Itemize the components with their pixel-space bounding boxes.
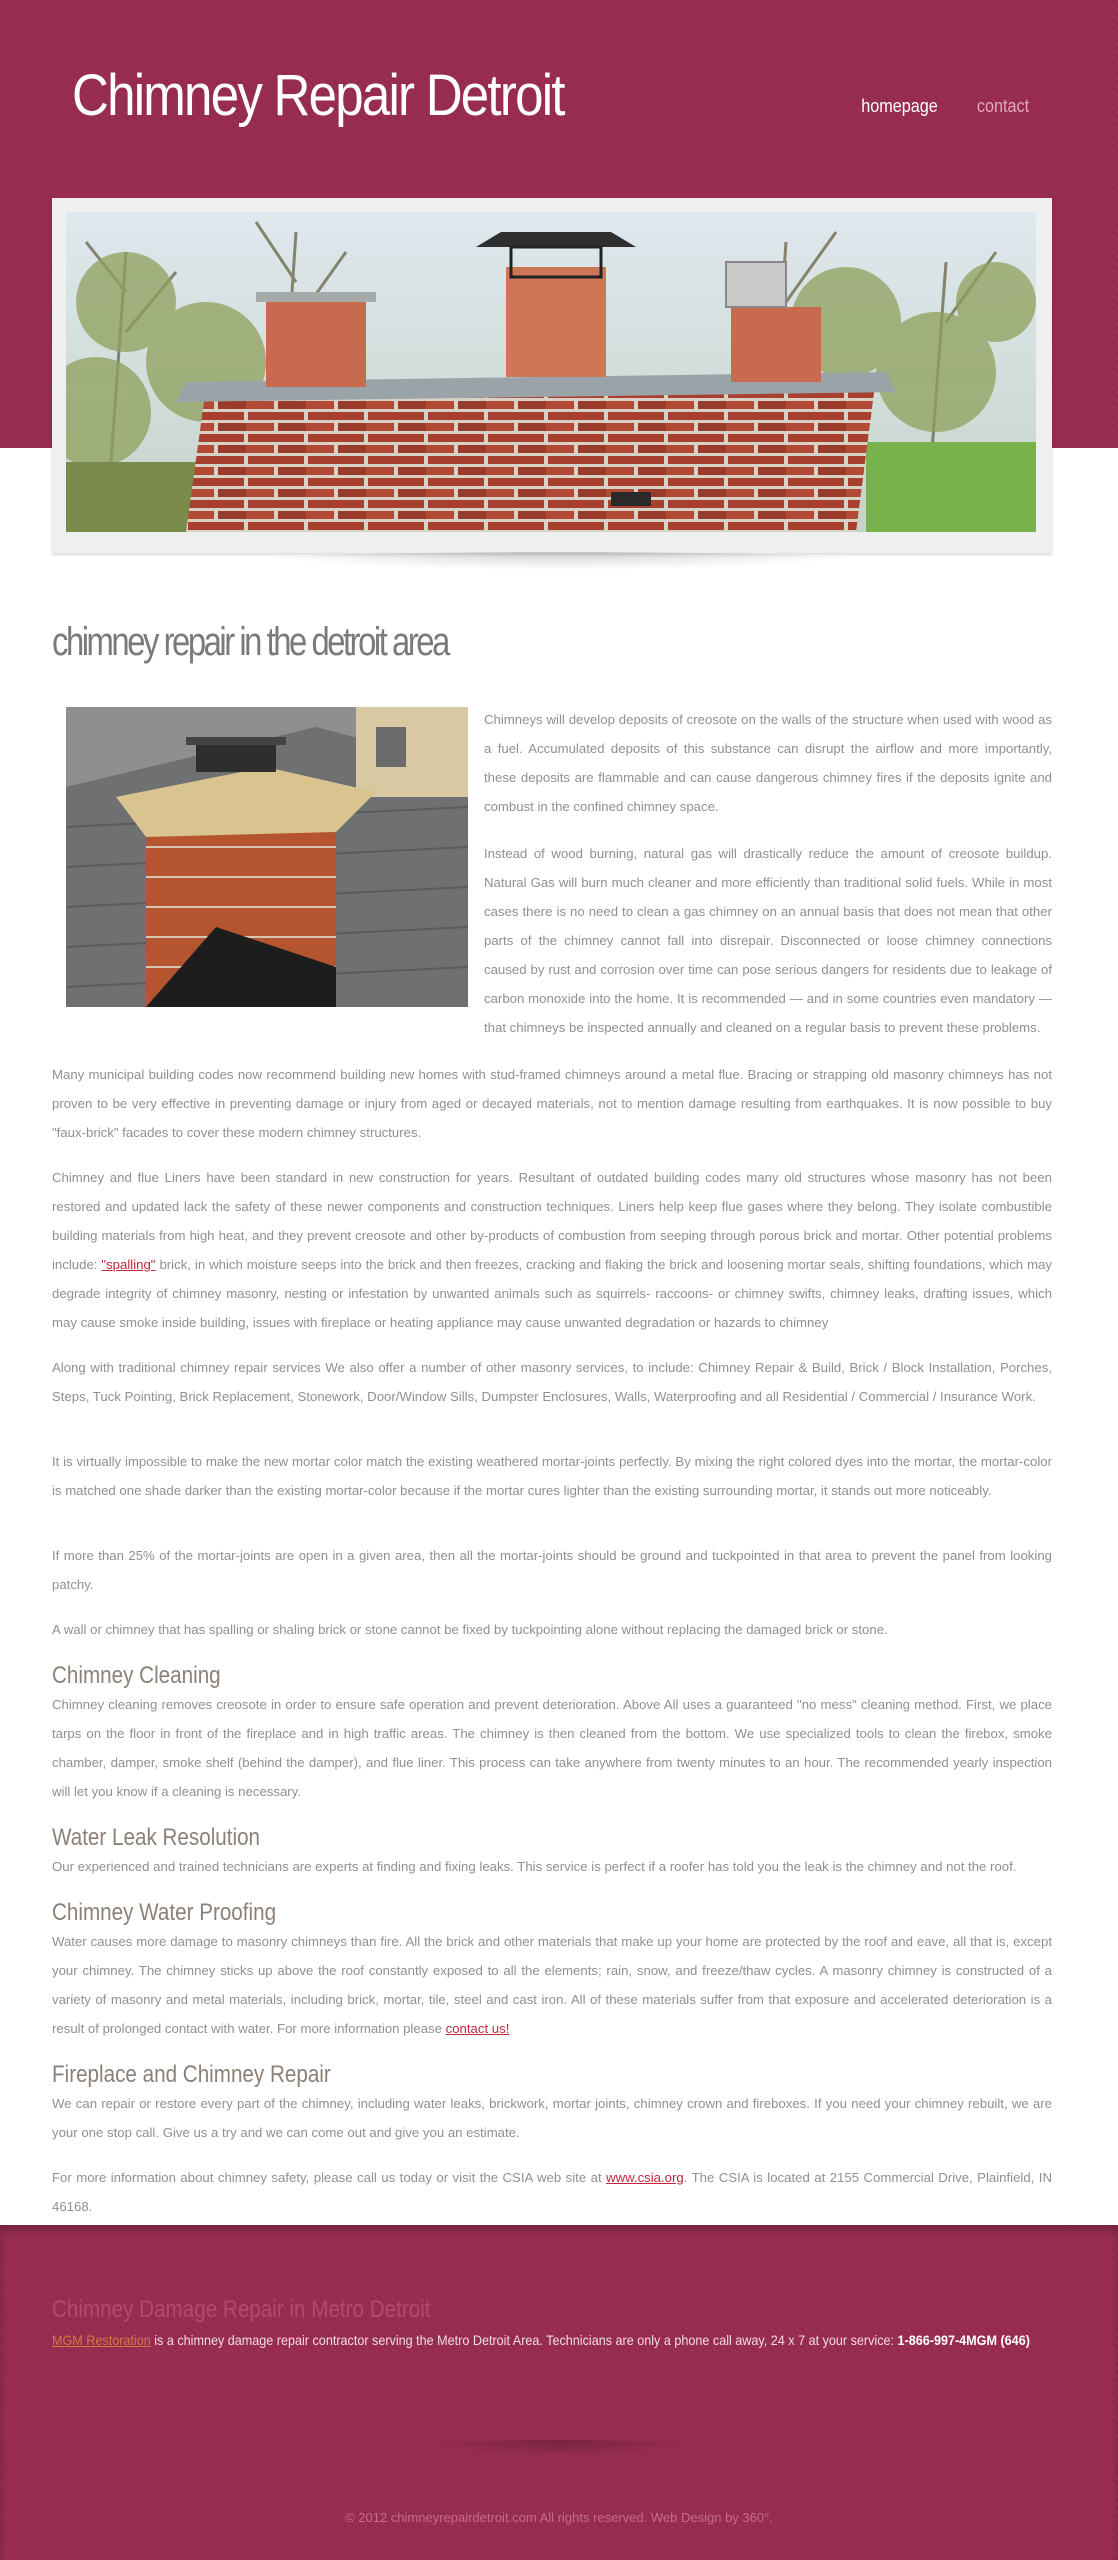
contact-us-link[interactable]: contact us! bbox=[445, 2021, 510, 2036]
section-text-fireplace: We can repair or restore every part of the chimney, including water leaks, brickwork, mortar joints, chimney crown and fireboxes. If you need your chimney rebuilt, we are your one stop call. Give us a try and we can come out and give you an estimate. bbox=[52, 2096, 1052, 2140]
intro-paragraph-creosote: Chimneys will develop deposits of creosote on the walls of the structure when used with wood as a fuel. Accumulated deposits of this substance can disrupt the airflow and more importantly, these deposits are flammable and can cause dangerous chimney fires if the deposits ignite and combust in the confined chimney space. bbox=[484, 712, 1052, 814]
paragraph-csia bbox=[52, 2163, 1052, 2221]
paragraph-mortar-color: It is virtually impossible to make the new mortar color match the existing weathered mortar-joints perfectly. By mixing the right colored dyes into the mortar, the mortar-color is matched one shade darker than the existing mortar-color because if the mortar cures lighter than the existing surrounding mortar, it stands out more noticeably. bbox=[52, 1454, 1052, 1498]
paragraph-liners bbox=[52, 1163, 1052, 1337]
intro-paragraph-gas: Instead of wood burning, natural gas will drastically reduce the amount of creosote buildup. Natural Gas will burn much cleaner and more efficiently than traditional solid fuels. While in most cases there is no need to clean a gas chimney on an annual basis that does not mean that other parts of the chimney cannot fall into disrepair. Disconnected or loose chimney connections caused by rust and corrosion over time can pose serious dangers for residents due to leakage of carbon monoxide into the home. It is recommended — and in some countries even mandatory — that chimneys be inspected annually and cleaned on a regular basis to prevent these problems. bbox=[484, 846, 1052, 1035]
liners-text-start: Chimney and flue Liners have been standard in new construction for years. Resultant of outdated building codes many old structures whose masonry has not been restored and updated lack the safety of these newer components and construction techniques. Liners help keep flue gases where they belong. They isolate combustible building materials from high heat, and they prevent creosote and other by-products of combustion from seeping through porous brick and mortar. Other potential problems include: bbox=[52, 1170, 1052, 1272]
paragraph-spalling: A wall or chimney that has spalling or shaling brick or stone cannot be fixed by tuckpointing alone without replacing the damaged brick or stone. bbox=[52, 1622, 888, 1637]
company-link[interactable]: MGM Restoration bbox=[52, 2332, 151, 2348]
nav-homepage[interactable]: homepage bbox=[861, 96, 938, 116]
hero-banner bbox=[52, 198, 1052, 553]
csia-text-end: . The CSIA is located at 2155 Commercial Drive, Plainfield, IN 46168. bbox=[52, 2170, 1052, 2214]
section-title-leak: Water Leak Resolution bbox=[52, 1824, 261, 1851]
footer-shadow bbox=[420, 2440, 700, 2456]
footer-text: is a chimney damage repair contractor serving the Metro Detroit Area. Technicians are only a phone call away, 24 x 7 at your service: bbox=[150, 2332, 898, 2348]
main-nav bbox=[857, 96, 1032, 117]
nav-contact[interactable]: contact bbox=[976, 96, 1030, 116]
site-title[interactable]: Chimney Repair Detroit bbox=[72, 63, 564, 128]
footer-description bbox=[52, 2332, 1030, 2348]
phone-number: 1-866-997-4MGM (646) bbox=[897, 2332, 1030, 2348]
section-text-cleaning: Chimney cleaning removes creosote in order to ensure safe operation and prevent deterioration. Above All uses a guaranteed "no mess" cleaning method. First, we place tarps on the floor in front of the fireplace and in high traffic areas. The chimney is then cleaned from the bottom. We use specialized tools to clean the firebox, smoke chamber, damper, smoke shelf (behind the damper), and flue liner. This process can take anywhere from twenty minutes to an hour. The recommended yearly inspection will let you know if a cleaning is necessary. bbox=[52, 1697, 1052, 1799]
waterproofing-text: Water causes more damage to masonry chimneys than fire. All the brick and other materials that make up your home are protected by the roof and eave, all that is, except your chimney. The chimney sticks up above the roof constantly exposed to all the elements; rain, snow, and freeze/thaw cycles. A masonry chimney is constructed of a variety of masonry and metal materials, including brick, mortar, tile, steel and cast iron. All of these materials suffer from that exposure and accelerated deterioration is a result of prolonged contact with water. For more information please bbox=[52, 1934, 1052, 2036]
spacer bbox=[52, 1521, 1052, 1541]
main-content bbox=[52, 620, 1052, 2237]
section-title-cleaning: Chimney Cleaning bbox=[52, 1662, 221, 1689]
section-title-waterproofing: Chimney Water Proofing bbox=[52, 1899, 277, 1926]
copyright: © 2012 chimneyrepairdetroit.com All rights reserved. Web Design by 360°. bbox=[345, 2510, 773, 2525]
footer-title: Chimney Damage Repair in Metro Detroit bbox=[52, 2296, 431, 2323]
section-title-fireplace: Fireplace and Chimney Repair bbox=[52, 2061, 331, 2088]
hero-shadow bbox=[250, 552, 870, 570]
liners-text-end: brick, in which moisture seeps into the brick and then freezes, cracking and flaking the brick and loosening mortar seals, shifting foundations, which may degrade integrity of chimney masonry, nesting or infestation by unwanted animals such as squirrels- raccoons- or chimney swifts, chimney leaks, drafting issues, which may cause smoke inside building, issues with fireplace or heating appliance may cause unwanted degradation or hazards to chimney bbox=[52, 1257, 1052, 1330]
paragraph-building-codes: Many municipal building codes now recommend building new homes with stud-framed chimneys around a metal flue. Bracing or strapping old masonry chimneys has not proven to be very effective in preventing damage or injury from aged or decayed materials, not to mention damage resulting from earthquakes. It is now possible to buy "faux-brick" facades to cover these modern chimney structures. bbox=[52, 1067, 1052, 1140]
csia-text-start: For more information about chimney safety, please call us today or visit the CSIA web site at bbox=[52, 2170, 607, 2185]
paragraph-services: Along with traditional chimney repair services We also offer a number of other masonry services, to include: Chimney Repair & Build, Brick / Block Installation, Porches, Steps, Tuck Pointing, Brick Replacement, Stonework, Door/Window Sills, Dumpster Enclosures, Walls, Waterproofing and all Residential / Commercial / Insurance Work. bbox=[52, 1360, 1052, 1404]
csia-link[interactable]: www.csia.org bbox=[606, 2170, 684, 2185]
section-text-leak: Our experienced and trained technicians are experts at finding and fixing leaks. This service is perfect if a roofer has told you the leak is the chimney and not the roof. bbox=[52, 1859, 1017, 1874]
chimney-roof-photo bbox=[66, 707, 468, 1007]
spalling-link[interactable]: "spalling" bbox=[101, 1257, 156, 1272]
intro-section bbox=[52, 705, 1052, 1060]
page-title: chimney repair in the detroit area bbox=[52, 620, 448, 664]
spacer bbox=[52, 1427, 1052, 1447]
section-text-waterproofing bbox=[52, 1927, 1052, 2043]
paragraph-tuckpoint: If more than 25% of the mortar-joints are open in a given area, then all the mortar-joints should be ground and tuckpointed in that area to prevent the panel from looking patchy. bbox=[52, 1548, 1052, 1592]
hero-chimney-photo bbox=[66, 212, 1036, 532]
